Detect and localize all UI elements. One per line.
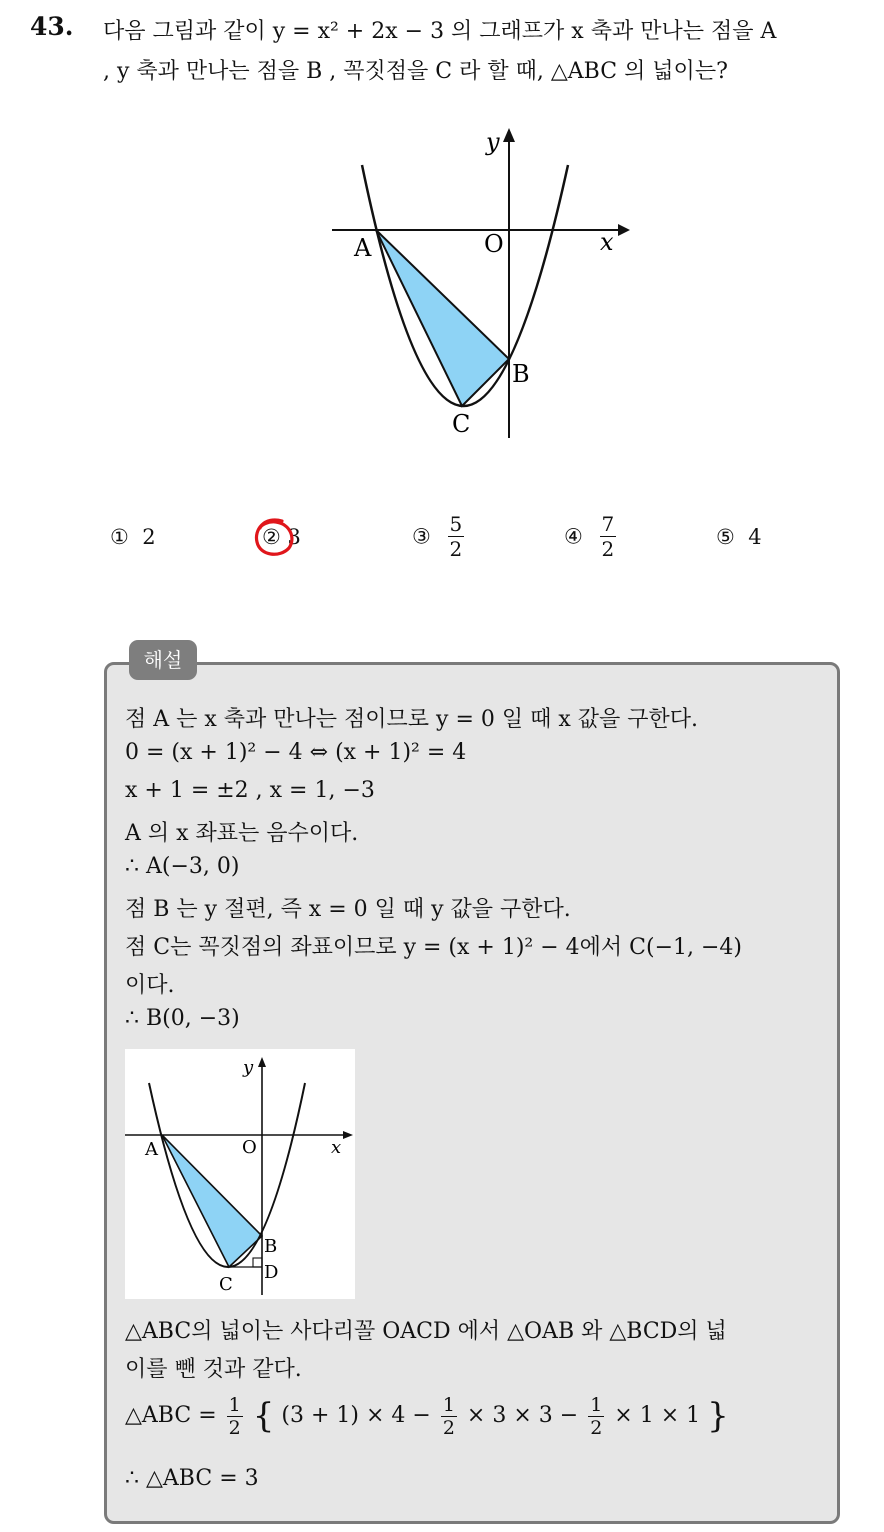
choice-1-value: 2 [142, 525, 156, 549]
choice-2-mark: ② [262, 525, 281, 549]
choice-3-mark: ③ [412, 524, 431, 549]
solution-line-9: ∴ B(0, −3) [125, 1006, 240, 1031]
selected-answer-circle-icon [252, 516, 296, 560]
solution-line-2: 0 = (x + 1)² − 4 ⇔ (x + 1)² = 4 [125, 740, 467, 765]
solution-conclusion: ∴ △ABC = 3 [125, 1466, 259, 1491]
choice-4-fraction [600, 512, 617, 561]
choice-3-fraction [448, 512, 465, 561]
solution-line-5: ∴ A(−3, 0) [125, 854, 240, 879]
choice-5[interactable] [716, 525, 762, 549]
choice-3-denominator: 2 [449, 537, 463, 561]
choice-5-mark: ⑤ [716, 525, 735, 549]
choice-4-numerator: 7 [601, 512, 615, 536]
choice-1-mark: ① [110, 525, 129, 549]
choice-3[interactable] [412, 512, 464, 561]
choice-4-mark: ④ [564, 524, 583, 549]
choice-1[interactable] [110, 525, 156, 549]
formula-lhs: △ABC = [125, 1403, 217, 1428]
solution-label-x: x [331, 1137, 342, 1158]
choice-5-value: 4 [748, 525, 762, 549]
parabola-figure [320, 120, 650, 450]
formula-half-1 [227, 1394, 243, 1439]
solution-tag: 해설 [129, 640, 197, 680]
solution-label-c: C [219, 1274, 233, 1295]
solution-label-o: O [242, 1137, 257, 1158]
solution-label-a: A [145, 1139, 158, 1160]
formula-half-2-num: 1 [442, 1393, 455, 1416]
formula-right-brace: } [707, 1396, 729, 1436]
question-text-line1: 다음 그림과 같이 y = x² + 2x − 3 의 그래프가 x 축과 만나는 점을 A [103, 19, 777, 44]
solution-formula [125, 1392, 729, 1440]
label-b: B [512, 360, 530, 388]
label-o: O [484, 230, 504, 258]
formula-left-brace: { [252, 1396, 275, 1436]
solution-line-8: 이다. [125, 973, 175, 998]
solution-line-7: 점 C는 꼭짓점의 좌표이므로 y = (x + 1)² − 4에서 C(−1, −4) [125, 935, 742, 960]
choice-4-denominator: 2 [601, 537, 615, 561]
solution-line-3: x + 1 = ±2 , x = 1, −3 [125, 778, 375, 803]
solution-line-6: 점 B 는 y 절편, 즉 x = 0 일 때 y 값을 구한다. [125, 897, 571, 922]
solution-label-b: B [264, 1236, 278, 1257]
solution-figure [125, 1049, 355, 1299]
formula-body-1: (3 + 1) × 4 − [281, 1403, 431, 1428]
question-text-line2: , y 축과 만나는 점을 B , 꼭짓점을 C 라 할 때, △ABC 의 넓이는? [103, 59, 728, 84]
label-x: x [600, 228, 614, 256]
solution-label-y: y [243, 1057, 254, 1078]
formula-half-3 [588, 1394, 604, 1439]
solution-line-4: A 의 x 좌표는 음수이다. [125, 821, 359, 846]
y-axis-arrow-icon [503, 128, 515, 142]
choice-3-numerator: 5 [449, 512, 463, 536]
choice-2-value: 3 [287, 525, 301, 549]
formula-half-2-den: 2 [442, 1416, 455, 1439]
label-a: A [354, 234, 372, 262]
formula-half-1-num: 1 [228, 1393, 241, 1416]
formula-half-1-den: 2 [228, 1416, 241, 1439]
solution-line-1: 점 A 는 x 축과 만나는 점이므로 y = 0 일 때 x 값을 구한다. [125, 707, 698, 732]
x-axis-arrow-icon [618, 224, 630, 236]
formula-body-3: × 1 × 1 [614, 1403, 701, 1428]
question-number: 43. [30, 12, 74, 41]
solution-after-line-1: △ABC의 넓이는 사다리꼴 OACD 에서 △OAB 와 △BCD의 넓 [125, 1319, 727, 1344]
formula-half-2 [441, 1394, 457, 1439]
solution-after-line-2: 이를 뺀 것과 같다. [125, 1357, 302, 1382]
label-c: C [452, 410, 471, 438]
formula-half-3-den: 2 [590, 1416, 603, 1439]
label-y: y [486, 128, 500, 156]
solution-label-d: D [264, 1262, 279, 1283]
formula-half-3-num: 1 [590, 1393, 603, 1416]
formula-body-2: × 3 × 3 − [466, 1403, 579, 1428]
choice-4[interactable] [564, 512, 616, 561]
